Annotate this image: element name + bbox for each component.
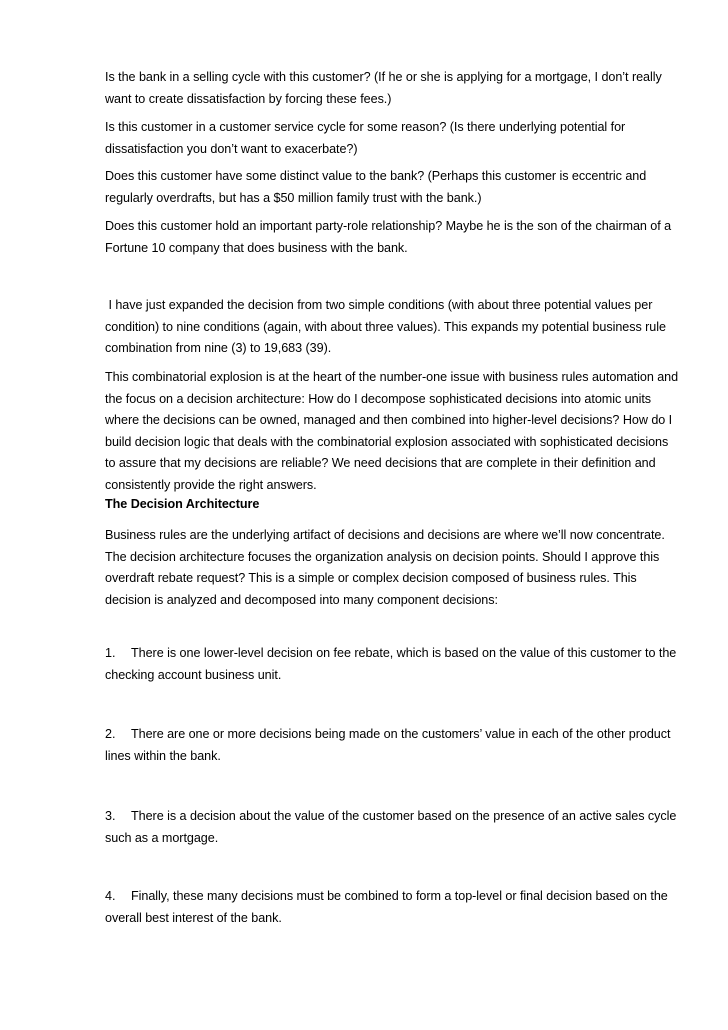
paragraph-combinatorial-explosion: This combinatorial explosion is at the heart of the number-one issue with business rules automation and the focus on a decision architecture: How do I decompose sophisticated decisions into atomic units where the decisions can be owned, managed and then combined into higher-level decisions? How do I build decision logic that deals with the combinatorial explosion associated with sophisticated decisions to assure that my decisions are reliable? We need decisions that are complete in their definition and consistently provide the right answers. [105, 370, 679, 492]
list-item [105, 643, 680, 686]
list-item-number: 1. [105, 646, 116, 660]
list-item-text: There is one lower-level decision on fee rebate, which is based on the value of this customer to the checking account business unit. [105, 646, 677, 682]
paragraph-distinct-value: Does this customer have some distinct value to the bank? (Perhaps this customer is eccentric and regularly overdrafts, but has a $50 million family trust with the bank.) [105, 169, 647, 205]
list-item-number: 3. [105, 809, 116, 823]
list-item-text: There are one or more decisions being made on the customers’ value in each of the other product lines within the bank. [105, 727, 671, 763]
section-heading: The Decision Architecture [105, 497, 260, 511]
list-item [105, 724, 680, 767]
list-item [105, 886, 680, 929]
paragraph-decision-architecture: Business rules are the underlying artifact of decisions and decisions are where we’ll now concentrate. The decision architecture focuses the organization analysis on decision points. Should I approve this overdraft rebate request? This is a simple or complex decision composed of business rules. This decision is analyzed and decomposed into many component decisions: [105, 528, 665, 607]
list-item [105, 806, 680, 849]
paragraph-service-cycle: Is this customer in a customer service cycle for some reason? (Is there underlying potential for dissatisfaction you don’t want to exacerbate?) [105, 120, 626, 156]
list-item-number: 4. [105, 889, 116, 903]
list-item-number: 2. [105, 727, 116, 741]
paragraph-party-role: Does this customer hold an important party-role relationship? Maybe he is the son of the chairman of a Fortune 10 company that does business with the bank. [105, 219, 672, 255]
paragraph-selling-cycle: Is the bank in a selling cycle with this customer? (If he or she is applying for a mortgage, I don’t really want to create dissatisfaction by forcing these fees.) [105, 70, 662, 106]
list-item-text: There is a decision about the value of the customer based on the presence of an active sales cycle such as a mortgage. [105, 809, 677, 845]
list-item-text: Finally, these many decisions must be combined to form a top-level or final decision based on the overall best interest of the bank. [105, 889, 668, 925]
paragraph-expanded-decision: I have just expanded the decision from two simple conditions (with about three potential values per condition) to nine conditions (again, with about three values). This expands my potential business rule combination from nine (3) to 19,683 (39). [105, 298, 670, 355]
